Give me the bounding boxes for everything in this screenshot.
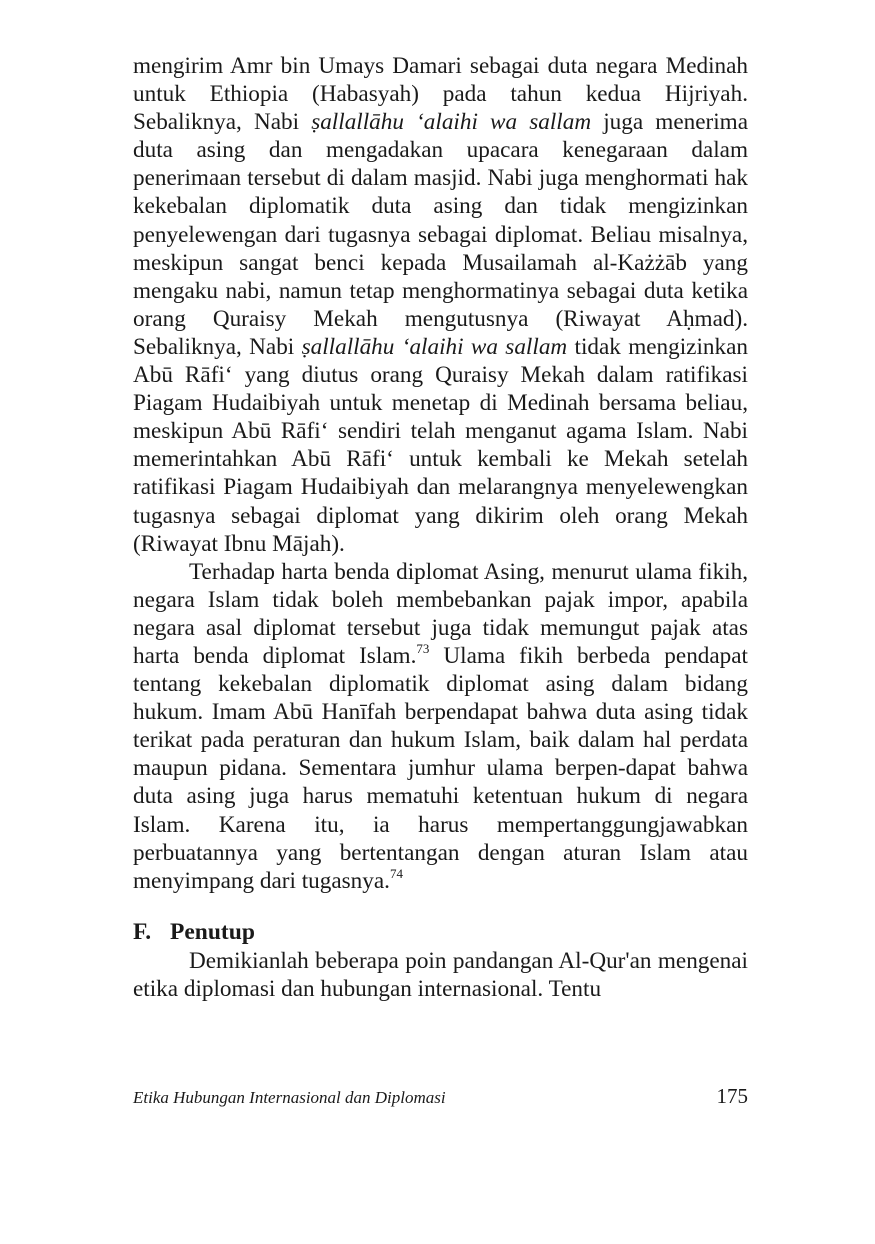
- paragraph-1-text-3: tidak mengizinkan Abū Rāfi‘ yang diutus orang Quraisy Mekah dalam ratifikasi Piagam Hudaibiyah untuk menetap di Medinah bersama beliau, meskipun Abū Rāfi‘ sendiri telah menganut agama Islam. Nabi memerintahkan Abū Rāfi‘ untuk kembali ke Mekah setelah ratifikasi Piagam Hudaibiyah dan melarangnya menyelewengkan tugasnya sebagai diplomat yang dikirim oleh orang Mekah (Riwayat Ibnu Mājah).: [133, 333, 748, 557]
- paragraph-2-text-2: Ulama fikih berbeda pendapat tentang kekebalan diplomatik diplomat asing dalam bidang hukum. Imam Abū Hanīfah berpendapat bahwa duta asing tidak terikat pada peraturan dan hukum Islam, baik dalam hal perdata maupun pidana. Sementara jumhur ulama berpen-dapat bahwa duta asing juga harus mematuhi ketentuan hukum di negara Islam. Karena itu, ia harus mempertanggungjawabkan perbuatannya yang bertentangan dengan aturan Islam atau menyimpang dari tugasnya.: [133, 642, 748, 894]
- section-number: F.: [133, 918, 152, 945]
- section-title: Penutup: [170, 918, 255, 945]
- footnote-ref-73: 73: [416, 641, 430, 657]
- body-paragraph-2: [133, 558, 748, 895]
- page-number: 175: [716, 1084, 748, 1108]
- footnote-ref-74: 74: [389, 865, 403, 881]
- body-paragraph-3: [133, 947, 748, 1003]
- honorific-italic-1: ṣallallāhu ‘alaihi wa sallam: [311, 109, 592, 136]
- running-title: Etika Hubungan Internasional dan Diplomasi: [133, 1088, 446, 1107]
- body-paragraph-1: [133, 52, 748, 558]
- paragraph-1-text-1: mengirim Amr bin Umays Damari sebagai duta negara Medinah untuk Ethiopia (Habasyah) pada tahun kedua Hijriyah. Sebaliknya, Nabi: [133, 53, 748, 136]
- paragraph-1-text-2: juga menerima duta asing dan mengadakan upacara kenegaraan dalam penerimaan tersebut di dalam masjid. Nabi juga menghormati hak kekebalan diplomatik duta asing dan tidak mengizinkan penyelewengan dari tugasnya sebagai diplomat. Beliau misalnya, meskipun sangat benci kepada Musailamah al-Każżāb yang mengaku nabi, namun tetap menghormatinya sebagai duta ketika orang Quraisy Mekah mengutusnya (Riwayat Aḥmad). Sebaliknya, Nabi: [133, 109, 748, 360]
- page-footer: [133, 1084, 748, 1109]
- page-body: [133, 52, 748, 1003]
- honorific-italic-2: ṣallallāhu ‘alaihi wa sallam: [301, 333, 568, 360]
- paragraph-3-text-1: Demikianlah beberapa poin pandangan Al-Qur'an mengenai etika diplomasi dan hubungan internasional. Tentu: [133, 947, 748, 1002]
- paragraph-2-text-1: Terhadap harta benda diplomat Asing, menurut ulama fikih, negara Islam tidak boleh membebankan pajak impor, apabila negara asal diplomat tersebut juga tidak memungut pajak atas harta benda diplomat Islam.: [133, 558, 748, 669]
- section-heading: [133, 917, 748, 947]
